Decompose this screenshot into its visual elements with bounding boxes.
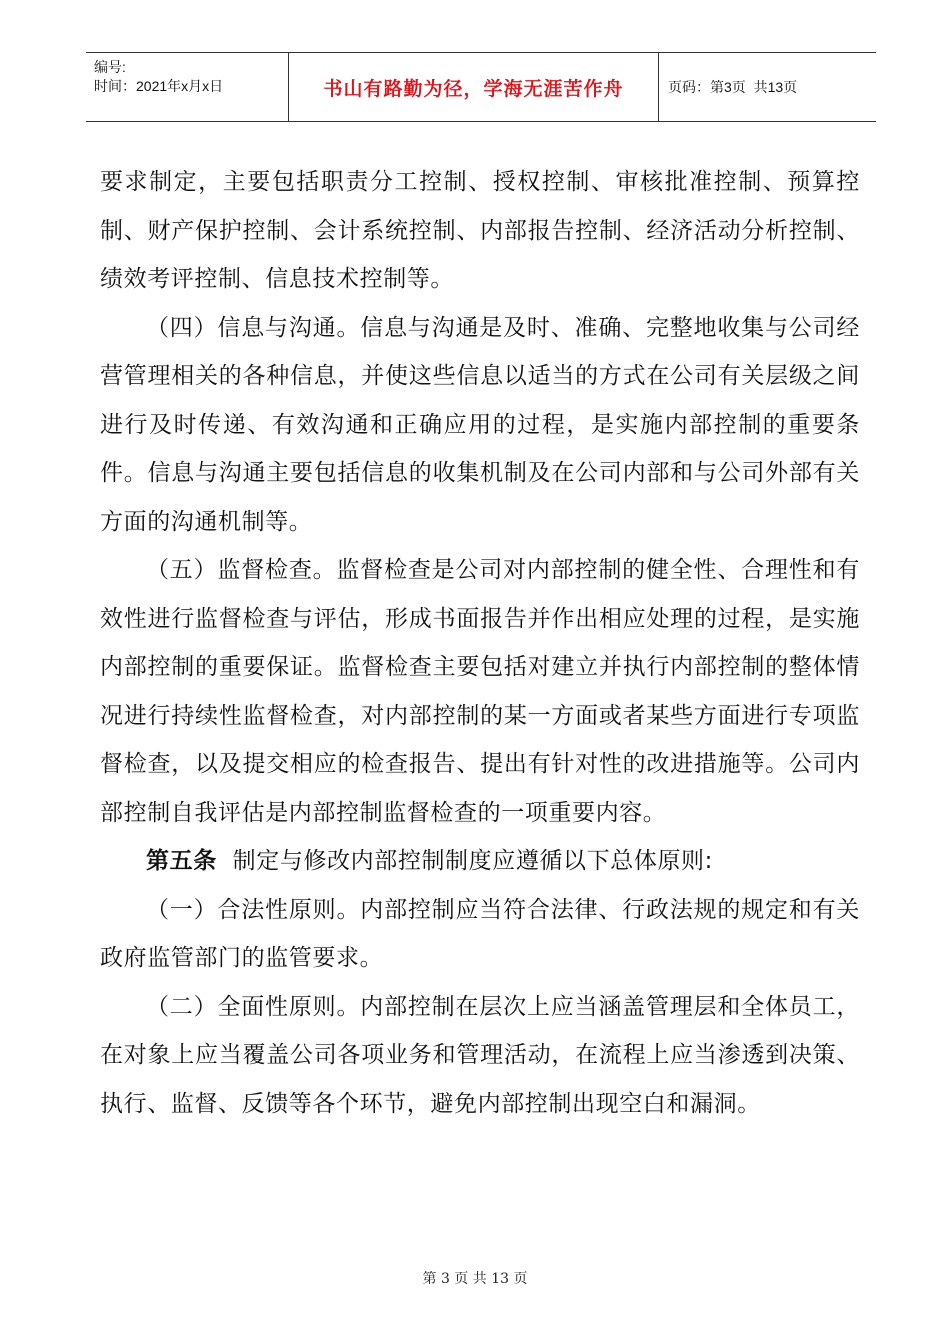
document-time-label: 时间：2021年x月x日 — [94, 78, 224, 94]
paragraph-supervision-inspection: （五）监督检查。监督检查是公司对内部控制的健全性、合理性和有效性进行监督检查与评估，形成书面报告并作出相应处理的过程，是实施内部控制的重要保证。监督检查主要包括对建立并执行内部控制的整体情况进行持续性监督检查，对内部控制的某一方面或者某些方面进行专项监督检查，以及提交相应的检查报告、提出有针对性的改进措施等。公司内部控制自我评估是内部控制监督检查的一项重要内容。 — [100, 557, 860, 826]
header-divider — [658, 53, 659, 121]
paragraph-information-communication: （四）信息与沟通。信息与沟通是及时、准确、完整地收集与公司经营管理相关的各种信息，并使这些信息以适当的方式在公司有关层级之间进行及时传递、有效沟通和正确应用的过程，是实施内部控制的重要条件。信息与沟通主要包括信息的收集机制及在公司内部和与公司外部有关方面的沟通机制等。 — [100, 314, 860, 535]
page-header — [86, 52, 876, 122]
article-five-text: 制定与修改内部控制制度应遵循以下总体原则: — [232, 848, 713, 874]
header-page-code: 页码：第3页 共13页 — [668, 79, 798, 95]
article-five — [100, 837, 860, 886]
header-meta — [94, 58, 284, 96]
page-footer: 第 3 页 共 13 页 — [422, 1271, 528, 1287]
article-five-spacer — [217, 848, 233, 874]
document-number-label: 编号: — [94, 59, 126, 75]
paragraph-continued: 要求制定，主要包括职责分工控制、授权控制、审核批准控制、预算控制、财产保护控制、会计系统控制、内部报告控制、经济活动分析控制、绩效考评控制、信息技术控制等。 — [100, 169, 860, 292]
principle-legality: （一）合法性原则。内部控制应当符合法律、行政法规的规定和有关政府监管部门的监管要求。 — [100, 896, 860, 971]
principle-comprehensiveness: （二）全面性原则。内部控制在层次上应当涵盖管理层和全体员工，在对象上应当覆盖公司各项业务和管理活动，在流程上应当渗透到决策、执行、监督、反馈等各个环节，避免内部控制出现空白和漏洞。 — [100, 993, 860, 1117]
header-motto: 书山有路勤为径，学海无涯苦作舟 — [323, 77, 624, 100]
article-five-heading: 第五条 — [146, 848, 217, 874]
document-body — [100, 158, 860, 1128]
